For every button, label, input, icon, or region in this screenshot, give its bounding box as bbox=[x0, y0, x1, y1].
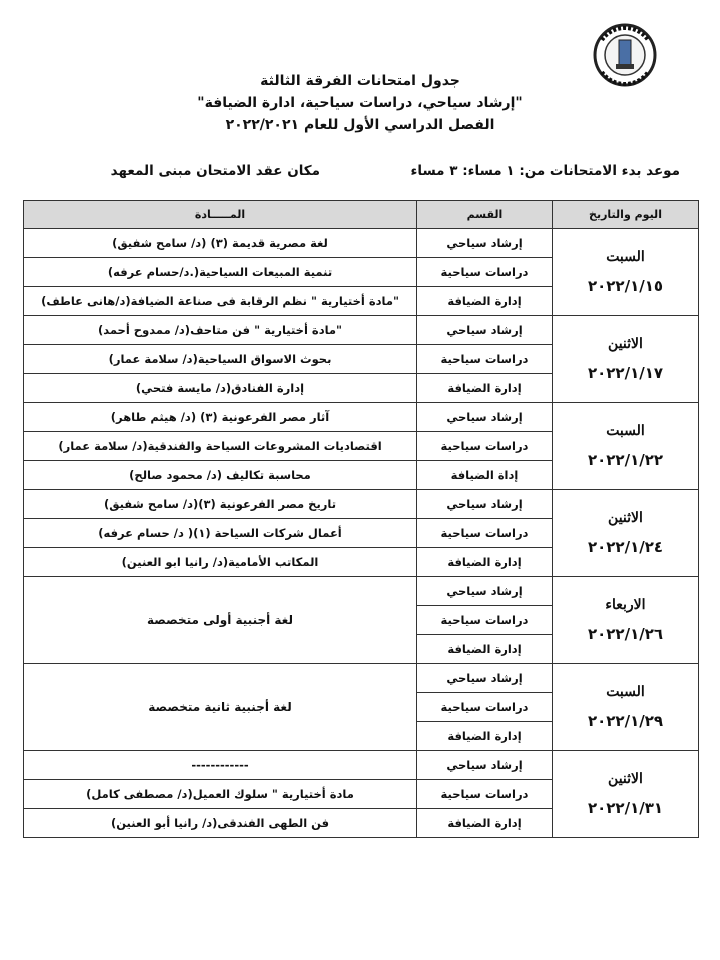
exam-info bbox=[0, 163, 720, 185]
subject-cell: آثار مصر الفرعونية (٣) (د/ هيثم طاهر) bbox=[24, 403, 417, 432]
table-row bbox=[24, 664, 699, 693]
table-row bbox=[24, 229, 699, 258]
day-name: السبت bbox=[606, 684, 645, 700]
day-cell bbox=[553, 577, 699, 664]
department-cell: دراسات سياحية bbox=[417, 519, 553, 548]
department-cell: دراسات سياحية bbox=[417, 693, 553, 722]
table-row bbox=[24, 751, 699, 780]
merged-subject-cell: لغة أجنبية ثانية متخصصة bbox=[24, 664, 417, 751]
department-cell: دراسات سياحية bbox=[417, 780, 553, 809]
department-cell: دراسات سياحية bbox=[417, 432, 553, 461]
day-name: السبت bbox=[606, 423, 645, 439]
exam-schedule-table bbox=[23, 200, 699, 838]
table-row bbox=[24, 316, 699, 345]
header-day-date: اليوم والتاريخ bbox=[553, 201, 699, 229]
departments-line: "إرشاد سياحي، دراسات سياحية، ادارة الضيافة" bbox=[197, 95, 523, 111]
table-header-row bbox=[24, 201, 699, 229]
day-name: الاربعاء bbox=[605, 597, 646, 613]
subject-cell: المكاتب الأمامية(د/ رانيا ابو العنين) bbox=[24, 548, 417, 577]
subject-cell: فن الطهى الفندقى(د/ رانيا أبو العنين) bbox=[24, 809, 417, 838]
day-name: السبت bbox=[606, 249, 645, 265]
day-date: ٢٠٢٢/١/٣١ bbox=[587, 799, 664, 817]
day-cell bbox=[553, 664, 699, 751]
department-cell: إرشاد سياحي bbox=[417, 316, 553, 345]
day-cell bbox=[553, 751, 699, 838]
day-name: الاثنين bbox=[608, 771, 643, 787]
department-cell: إرشاد سياحي bbox=[417, 577, 553, 606]
department-cell: إدارة الضيافة bbox=[417, 809, 553, 838]
day-date: ٢٠٢٢/١/٢٩ bbox=[587, 712, 664, 730]
department-cell: إرشاد سياحي bbox=[417, 751, 553, 780]
department-cell: إرشاد سياحي bbox=[417, 490, 553, 519]
subject-cell: اقتصاديات المشروعات السياحة والفندقية(د/ سلامة عمار) bbox=[24, 432, 417, 461]
day-date: ٢٠٢٢/١/٢٤ bbox=[587, 538, 664, 556]
department-cell: دراسات سياحية bbox=[417, 345, 553, 374]
header-subject: المـــــادة bbox=[24, 201, 417, 229]
department-cell: دراسات سياحية bbox=[417, 258, 553, 287]
day-cell bbox=[553, 403, 699, 490]
department-cell: إدارة الضيافة bbox=[417, 287, 553, 316]
day-cell bbox=[553, 229, 699, 316]
subject-cell: "مادة أختيارية " نظم الرقابة فى صناعة الضيافة(د/هانى عاطف) bbox=[24, 287, 417, 316]
department-cell: إدارة الضيافة bbox=[417, 722, 553, 751]
subject-cell: ------------ bbox=[24, 751, 417, 780]
department-cell: إرشاد سياحي bbox=[417, 229, 553, 258]
day-cell bbox=[553, 490, 699, 577]
department-cell: دراسات سياحية bbox=[417, 606, 553, 635]
department-cell: إدارة الضيافة bbox=[417, 374, 553, 403]
subject-cell: بحوث الاسواق السياحية(د/ سلامة عمار) bbox=[24, 345, 417, 374]
table-row bbox=[24, 490, 699, 519]
subject-cell: أعمال شركات السياحة (١)( د/ حسام عرفه) bbox=[24, 519, 417, 548]
page-header bbox=[0, 70, 720, 136]
subject-cell: مادة أختيارية " سلوك العميل(د/ مصطفى كامل) bbox=[24, 780, 417, 809]
department-cell: إدارة الضيافة bbox=[417, 635, 553, 664]
subject-cell: إدارة الفنادق(د/ مايسة فتحي) bbox=[24, 374, 417, 403]
department-cell: إدارة الضيافة bbox=[417, 548, 553, 577]
day-date: ٢٠٢٢/١/١٥ bbox=[587, 277, 664, 295]
department-cell: إرشاد سياحي bbox=[417, 403, 553, 432]
semester-line: الفصل الدراسي الأول للعام ٢٠٢٢/٢٠٢١ bbox=[225, 117, 495, 133]
day-date: ٢٠٢٢/١/٢٦ bbox=[587, 625, 664, 643]
department-cell: إداة الضيافة bbox=[417, 461, 553, 490]
day-cell bbox=[553, 316, 699, 403]
day-name: الاثنين bbox=[608, 336, 643, 352]
department-cell: إرشاد سياحي bbox=[417, 664, 553, 693]
day-name: الاثنين bbox=[608, 510, 643, 526]
table-row bbox=[24, 403, 699, 432]
exam-start-time: موعد بدء الامتحانات من: ١ مساء: ٣ مساء bbox=[410, 163, 680, 179]
schedule-title: جدول امتحانات الفرقة الثالثة bbox=[260, 73, 460, 89]
subject-cell: تنمية المبيعات السياحية(.د/حسام عرفه) bbox=[24, 258, 417, 287]
header-department: القسم bbox=[417, 201, 553, 229]
table-row bbox=[24, 577, 699, 606]
day-date: ٢٠٢٢/١/٢٢ bbox=[587, 451, 664, 469]
subject-cell: لغة مصرية قديمة (٣) (د/ سامح شفيق) bbox=[24, 229, 417, 258]
exam-place: مكان عقد الامتحان مبنى المعهد bbox=[110, 163, 320, 179]
subject-cell: تاريخ مصر الفرعونية (٣)(د/ سامح شفيق) bbox=[24, 490, 417, 519]
merged-subject-cell: لغة أجنبية أولى متخصصة bbox=[24, 577, 417, 664]
day-date: ٢٠٢٢/١/١٧ bbox=[587, 364, 664, 382]
subject-cell: محاسبة تكاليف (د/ محمود صالح) bbox=[24, 461, 417, 490]
subject-cell: "مادة أختيارية " فن متاحف(د/ ممدوح أحمد) bbox=[24, 316, 417, 345]
